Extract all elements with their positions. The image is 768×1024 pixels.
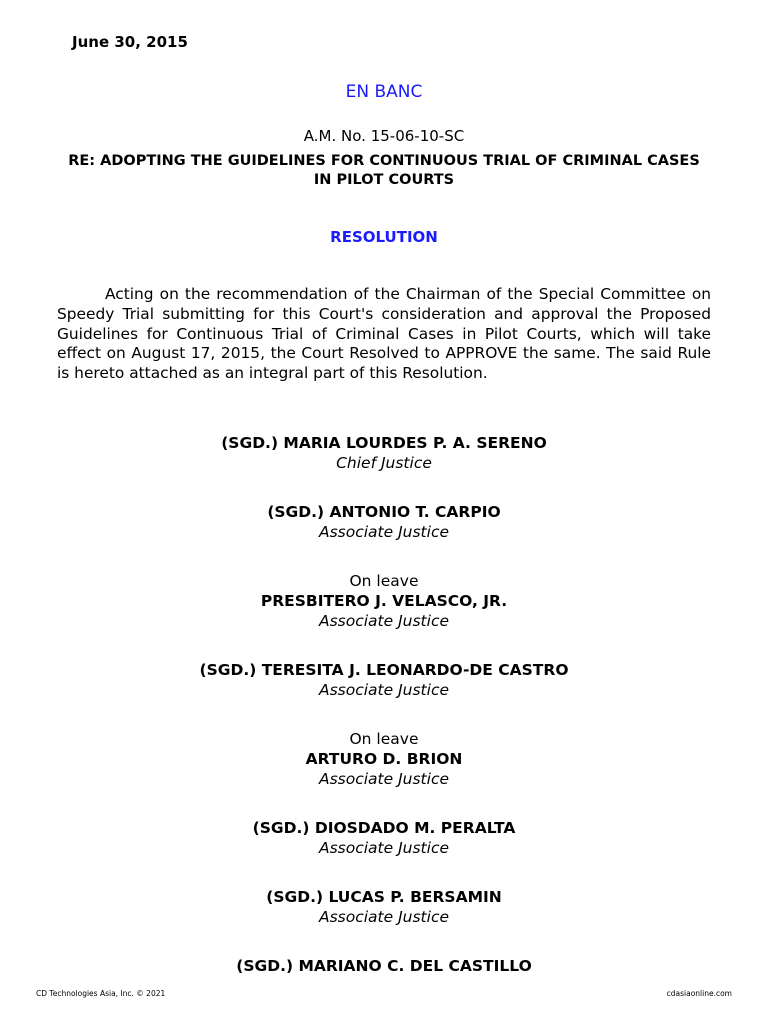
footer-website: cdasiaonline.com	[666, 989, 732, 998]
signature-block-bersamin	[0, 887, 768, 927]
signatory-name: (SGD.) MARIA LOURDES P. A. SERENO	[221, 434, 547, 452]
case-number: A.M. No. 15-06-10-SC	[303, 127, 465, 145]
signatory-title: Associate Justice	[318, 612, 450, 630]
signature-block-sereno	[0, 433, 768, 473]
signatory-title: Associate Justice	[318, 681, 450, 699]
signature-block-brion	[0, 729, 768, 789]
court-division: EN BANC	[345, 82, 423, 102]
signatory-name: (SGD.) DIOSDADO M. PERALTA	[252, 819, 516, 837]
signature-block-leonardo-de-castro	[0, 660, 768, 700]
signature-block-del-castillo	[0, 956, 768, 976]
signatory-name: (SGD.) LUCAS P. BERSAMIN	[266, 888, 502, 906]
signatory-name: (SGD.) TERESITA J. LEONARDO-DE CASTRO	[199, 661, 569, 679]
signatory-title: Associate Justice	[318, 908, 450, 926]
document-date: June 30, 2015	[72, 33, 188, 51]
signatory-title: Associate Justice	[318, 770, 450, 788]
resolution-paragraph: Acting on the recommendation of the Chairman of the Special Committee on Speedy Trial submitting for this Court's consideration and approval the Proposed Guidelines for Continuous Trial of Criminal Cases in Pilot Courts, which will take effect on August 17, 2015, the Court Resolved to APPROVE the same. The said Rule is hereto attached as an integral part of this Resolution.	[57, 285, 711, 383]
case-title: RE: ADOPTING THE GUIDELINES FOR CONTINUOUS TRIAL OF CRIMINAL CASES IN PILOT COURTS	[68, 153, 700, 188]
signatory-name: (SGD.) ANTONIO T. CARPIO	[267, 503, 501, 521]
signatory-name: (SGD.) MARIANO C. DEL CASTILLO	[236, 957, 532, 975]
document-type-heading: RESOLUTION	[330, 228, 438, 246]
signatory-note: On leave	[349, 730, 419, 748]
signature-block-peralta	[0, 818, 768, 858]
signatory-name: PRESBITERO J. VELASCO, JR.	[260, 592, 508, 610]
signatory-title: Chief Justice	[336, 454, 432, 472]
signature-block-velasco	[0, 571, 768, 631]
signature-block-carpio	[0, 502, 768, 542]
signatory-title: Associate Justice	[318, 839, 450, 857]
signatory-name: ARTURO D. BRION	[305, 750, 463, 768]
signatory-note: On leave	[349, 572, 419, 590]
footer-copyright: CD Technologies Asia, Inc. © 2021	[36, 989, 166, 998]
signatory-title: Associate Justice	[318, 523, 450, 541]
